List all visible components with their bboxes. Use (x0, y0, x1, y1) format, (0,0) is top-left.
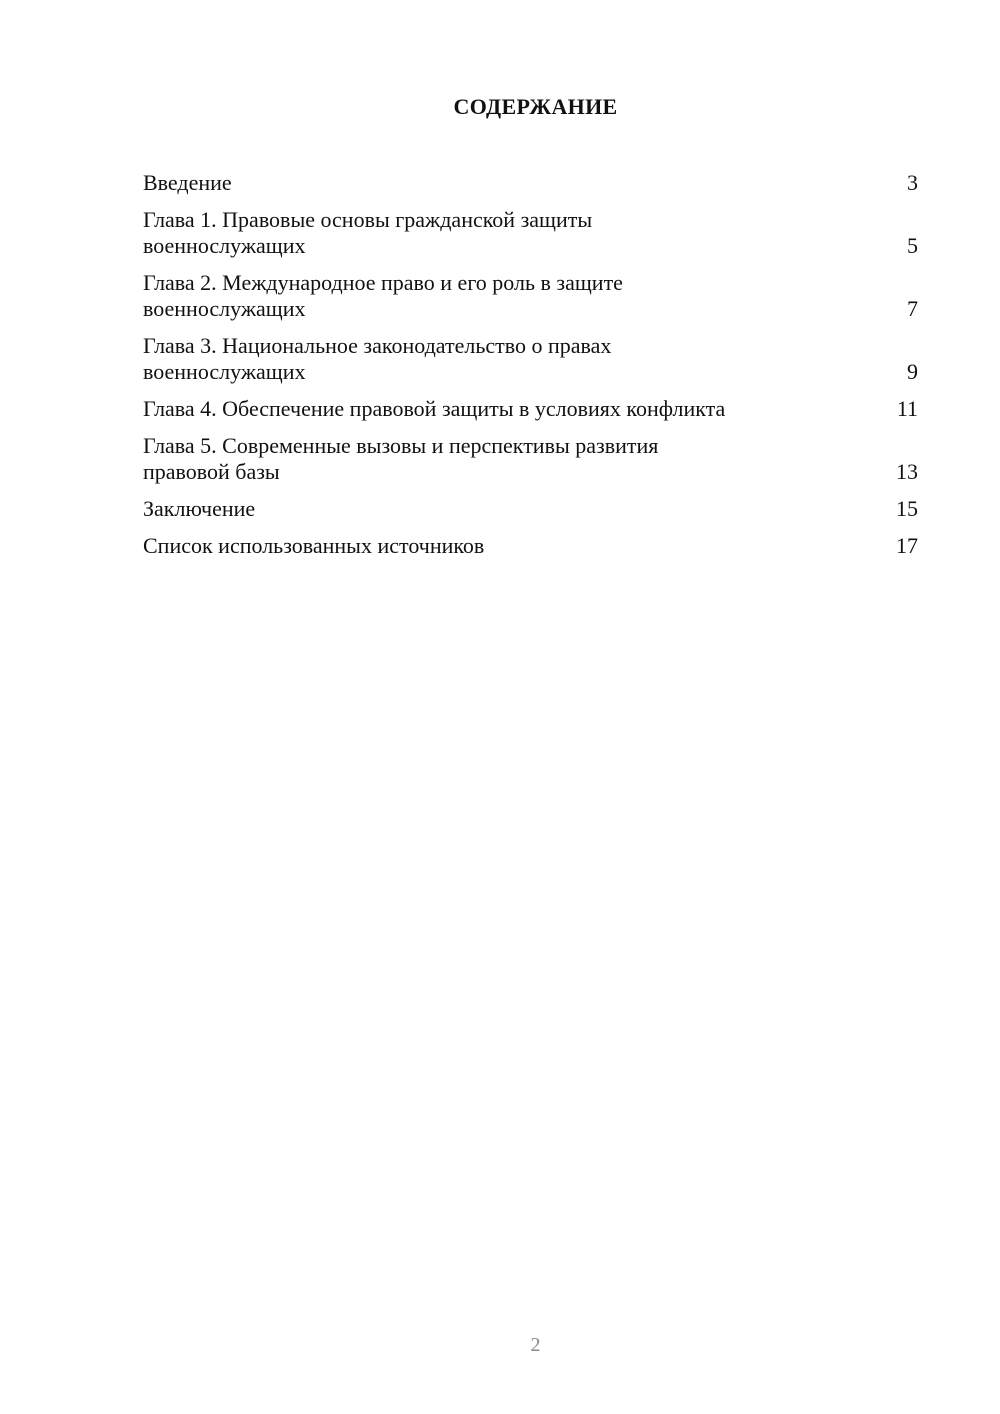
toc-entry-page: 9 (907, 359, 918, 384)
toc-entry-title: Глава 2. Международное право и его роль в защите военнослужащих (143, 270, 623, 321)
toc-entry-title: Глава 5. Современные вызовы и перспективы развития правовой базы (143, 433, 659, 484)
toc-entry-page: 15 (896, 496, 918, 521)
toc-entry-introduction (143, 170, 918, 196)
toc-entry-title: Введение (143, 170, 232, 195)
toc-entry-chapter-4 (143, 396, 918, 422)
toc-entry-title: Заключение (143, 496, 256, 521)
toc-entry-title: Глава 3. Национальное законодательство о правах военнослужащих (143, 333, 612, 384)
toc-entry-page: 3 (907, 170, 918, 195)
toc-entry-chapter-1 (143, 207, 918, 259)
toc-entry-chapter-5 (143, 433, 918, 485)
toc-heading: СОДЕРЖАНИЕ (453, 94, 618, 119)
page-number: 2 (530, 1334, 541, 1356)
toc-entry-page: 13 (896, 459, 918, 484)
toc-entry-page: 17 (896, 533, 918, 558)
toc-entry-title: Глава 1. Правовые основы гражданской защиты военнослужащих (143, 207, 593, 258)
toc-entry-title: Список использованных источников (143, 533, 485, 558)
toc-entry-page: 11 (896, 396, 918, 421)
table-of-contents (143, 170, 918, 570)
toc-entry-page: 7 (907, 296, 918, 321)
toc-entry-chapter-3 (143, 333, 918, 385)
toc-entry-chapter-2 (143, 270, 918, 322)
toc-entry-title: Глава 4. Обеспечение правовой защиты в условиях конфликта (143, 396, 726, 421)
toc-entry-page: 5 (907, 233, 918, 258)
toc-entry-conclusion (143, 496, 918, 522)
toc-entry-references (143, 533, 918, 559)
